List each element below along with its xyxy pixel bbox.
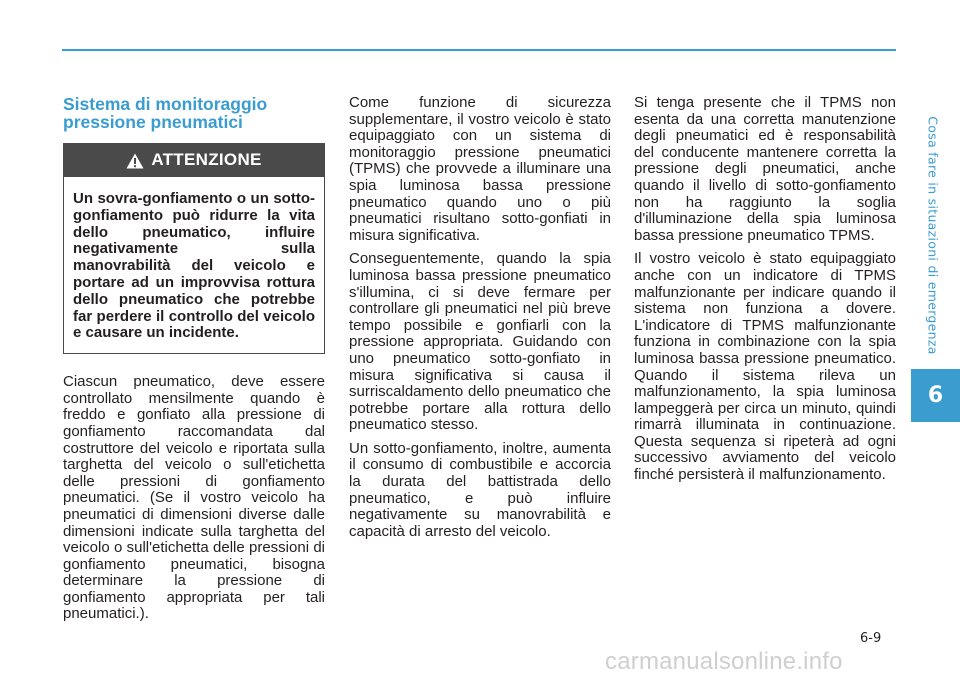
warning-header — [64, 144, 324, 177]
warning-triangle-icon — [126, 153, 144, 169]
watermark: carmanualsonline.info — [605, 648, 843, 675]
warning-title: ATTENZIONE — [151, 150, 262, 170]
body-paragraph: Si tenga presente che il TPMS non esenta da una corretta manutenzione degli pneumatici ed è responsabilità del conducente mantenere corretta la pressione degli pneumatici, anche quando il livello di sotto-gonfiamento non ha raggiunto la soglia d'illuminazione della spia luminosa bassa pressione pneumatico TPMS. — [634, 94, 896, 244]
chapter-caption — [925, 108, 941, 363]
warning-box — [63, 143, 325, 354]
body-paragraph: Conseguentemente, quando la spia luminosa bassa pressione pneumatico s'illumina, ci si deve fermare per controllare gli pneumatici nel più breve tempo possibile e gonfiarli con la pressione appropriata. Guidando con uno pneumatico sotto-gonfiato in misura significativa si causa il surriscaldamento dello pneumatico che potrebbe portare alla rottura dello pneumatico stesso. — [349, 250, 611, 434]
page-number: 6-9 — [860, 631, 882, 646]
body-paragraph: Come funzione di sicurezza supplementare, il vostro veicolo è stato equipaggiato con un sistema di monitoraggio pressione pneumatici (TPMS) che provvede a illuminare una spia luminosa bassa pressione pneumatico quando uno o più pneumatici risultano sotto-gonfiati in misura significativa. — [349, 94, 611, 244]
warning-text: Un sovra-gonfiamento o un sotto-gonfiamento può ridurre la vita dello pneumatico, influire negativamente sulla manovrabilità del veicolo e portare ad un improvvisa rottura dello pneumatico che potrebbe far perdere il controllo del veicolo e causare un incidente. — [73, 190, 315, 342]
column-3 — [634, 95, 896, 491]
section-title: Sistema di monitoraggio pressione pneumatici — [63, 94, 268, 132]
chapter-tab: 6 — [911, 369, 960, 422]
column-2 — [349, 95, 611, 547]
body-paragraph: Il vostro veicolo è stato equipaggiato anche con un indicatore di TPMS malfunzionante per indicare quando il sistema non funziona a dovere. L'indicatore di TPMS malfunzionante funziona in combinazione con la spia luminosa bassa pressione pneumatico. Quando il sistema rileva un malfunzionamento, la spia luminosa lampeggerà per circa un minuto, quindi rimarrà illuminata in continuazione. Questa sequenza si ripeterà ad ogni successivo avviamento del veicolo finché persisterà il malfunzionamento. — [634, 250, 896, 484]
body-paragraph: Un sotto-gonfiamento, inoltre, aumenta il consumo di combustibile e accorcia la durata del battistrada dello pneumatico, e può influire negativamente su manovrabilità e capacità di arresto del veicolo. — [349, 439, 611, 540]
chapter-caption-text: Cosa fare in situazioni di emergenza — [925, 116, 941, 355]
body-paragraph: Ciascun pneumatico, deve essere controllato mensilmente quando è freddo e gonfiato alla pressione di gonfiamento raccomandata dal costruttore del veicolo e riportata sulla targhetta del veicolo o sull'etichetta delle pressioni di gonfiamento pneumatici. (Se il vostro veicolo ha pneumatici di dimensioni diverse dalle dimensioni indicate sulla targhetta del veicolo o sull'etichetta delle pressioni di gonfiamento pneumatici, bisogna determinare la pressione di gonfiamento appropriata per tali pneumatici.). — [63, 373, 325, 623]
column-1 — [63, 95, 325, 630]
header-rule — [62, 49, 896, 51]
